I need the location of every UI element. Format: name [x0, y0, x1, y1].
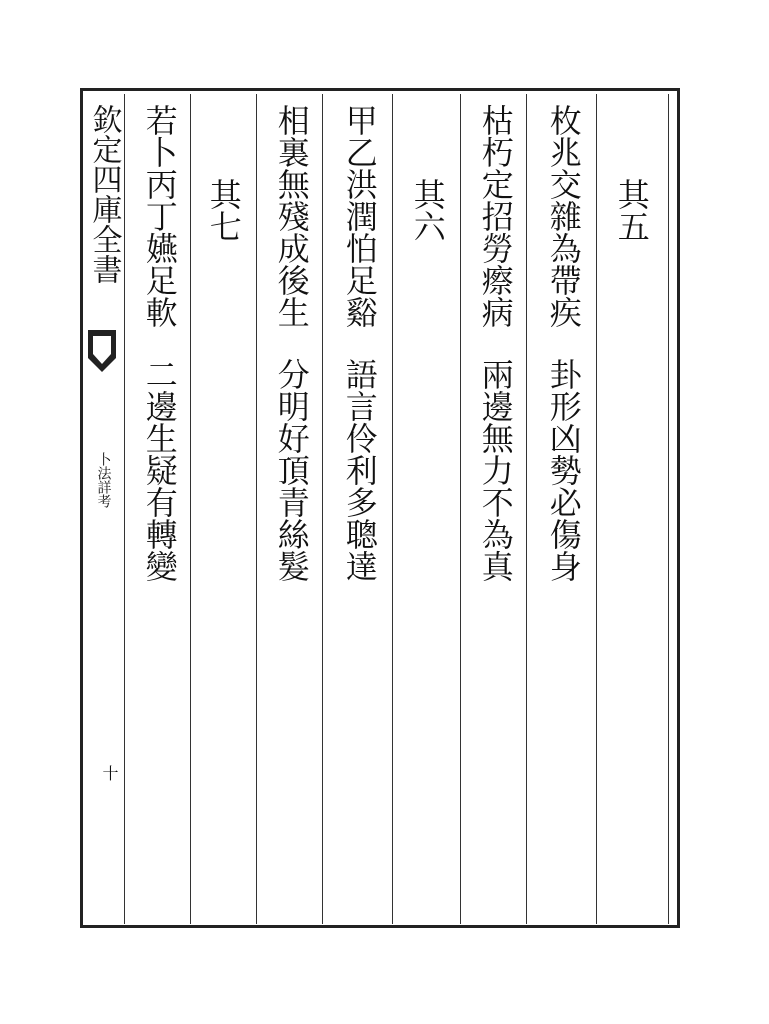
text-column-4: [408, 178, 446, 242]
text-column-2: [544, 104, 582, 582]
column-rule: [526, 94, 527, 924]
verse-line-lower: 二邊生疑有轉變: [140, 358, 179, 582]
text-column-1: [612, 178, 650, 242]
book-title: 欽定四庫全書: [86, 104, 122, 284]
column-rule: [190, 94, 191, 924]
verse-line-lower: 兩邊無力不為真: [476, 358, 515, 582]
column-rule: [668, 94, 669, 924]
verse-heading: 其七: [204, 178, 243, 242]
verse-line-upper: 相裏無殘成後生: [272, 104, 311, 328]
verse-line-upper: 若卜丙丁嬿足軟: [140, 104, 179, 328]
verse-heading: 其六: [408, 178, 447, 242]
verse-line-lower: 卦形凶勢必傷身: [544, 358, 583, 582]
page-number: 十: [100, 765, 119, 781]
chapter-title: 卜法詳考: [95, 452, 112, 508]
text-column-7: [204, 178, 242, 242]
verse-heading: 其五: [612, 178, 651, 242]
text-column-8: [140, 104, 178, 582]
verse-line-lower: 分明好頂青絲髮: [272, 358, 311, 582]
text-column-6: [272, 104, 310, 582]
column-rule: [460, 94, 461, 924]
column-rule: [392, 94, 393, 924]
verse-line-upper: 甲乙洪潤怕足谿: [340, 104, 379, 328]
column-rule: [322, 94, 323, 924]
text-column-5: [340, 104, 378, 582]
column-rule: [596, 94, 597, 924]
verse-line-lower: 語言伶利多聰達: [340, 358, 379, 582]
column-rule: [124, 94, 125, 924]
fishtail-mark: [86, 328, 118, 374]
text-column-3: [476, 104, 514, 582]
verse-line-upper: 枯朽定招勞瘵病: [476, 104, 515, 328]
verse-line-upper: 枚兆交雜為帶疾: [544, 104, 583, 328]
column-rule: [256, 94, 257, 924]
